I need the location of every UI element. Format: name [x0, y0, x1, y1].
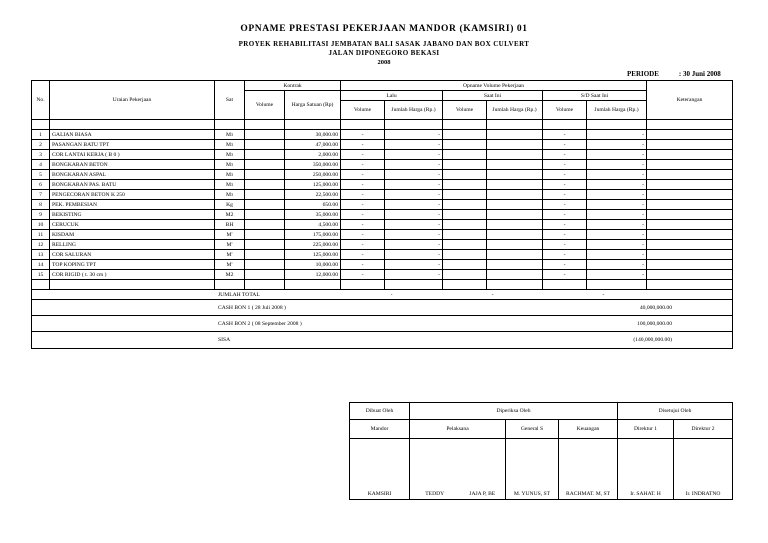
col-harga-satuan: Harga Satuan (Rp) — [285, 91, 341, 120]
role-direktur-2: Direktur 2 — [674, 420, 733, 439]
table-row: 14 TOP KOPING TPT M' 10,000.00 - - - - — [32, 260, 733, 270]
table-row: 2 PASANGAN BATU TPT $M^3$ 47,000.00 - - - - — [32, 140, 733, 150]
table-row: 13 COR SALURAN M' 125,000.00 - - - - — [32, 250, 733, 260]
col-lalu-volume: Volume — [341, 101, 385, 120]
header-row-1 — [32, 81, 733, 91]
col-saat-jumlah: Jumlah Harga (Rp.) — [487, 101, 543, 120]
col-uraian: Uraian Pekerjaan — [50, 81, 215, 120]
sig-name-row — [350, 489, 733, 500]
name-yunus: M. YUNUS, ST — [506, 489, 559, 500]
report-year: 2008 — [377, 59, 391, 66]
project-location: JALAN DIPONEGORO BEKASI — [328, 49, 440, 57]
name-kamsiri: KAMSIRI — [350, 489, 410, 500]
spacer-row — [32, 280, 733, 290]
name-teddy: TEDDY — [410, 489, 460, 500]
name-rachmat: RACHMAT. M, ST — [559, 489, 618, 500]
table-row: 15 COR RIGID ( t. 30 cm ) M2 12,000.00 - - - - — [32, 270, 733, 280]
sig-space-row — [350, 439, 733, 490]
cash-bon-2-row — [32, 316, 733, 332]
role-general-s: General S — [506, 420, 559, 439]
col-no: No. — [32, 81, 50, 120]
jumlah-total-label: JUMLAH TOTAL — [32, 290, 341, 300]
cash-bon-1-label: CASH BON 1 ( 28 Juli 2008 ) — [32, 300, 543, 316]
periode-label: PERIODE — [627, 70, 659, 78]
role-mandor: Mandor — [350, 420, 410, 439]
table-row: 1 GALIAN BIASA $M^3$ 30,000.00 - - - - — [32, 130, 733, 140]
col-sd-jumlah: Jumlah Harga (Rp.) — [587, 101, 647, 120]
table-row: 4 BONGKARAN BETON $M^3$ 350,000.00 - - - - — [32, 160, 733, 170]
diperiksa-oleh: Diperiksa Oleh — [410, 403, 618, 420]
table-row: 12 RELLING M' 225,000.00 - - - - — [32, 240, 733, 250]
periode-value: : 30 Juni 2008 — [678, 70, 721, 78]
sisa-label: SISA — [32, 332, 543, 349]
col-kontrak-volume: Volume — [245, 91, 285, 120]
spacer-row — [32, 120, 733, 130]
table-row: 6 BONGKARAN PAS. BATU $M^3$ 125,000.00 - - - - — [32, 180, 733, 190]
report-title: OPNAME PRESTASI PEKERJAAN MANDOR (KAMSIRI) 01 — [240, 24, 528, 34]
role-direktur-1: Direktur 1 — [618, 420, 674, 439]
table-row: 8 PEK. PEMBESIAN Kg 650.00 - - - - — [32, 200, 733, 210]
table-row: 7 PENGECORAN BETON K 250 $M^3$ 22,500.00 - - - - — [32, 190, 733, 200]
sig-role-row — [350, 420, 733, 439]
role-keuangan: Keuangan — [559, 420, 618, 439]
table-row: 10 CERUCUK BH 4,500.00 - - - - — [32, 220, 733, 230]
cash-bon-1-row — [32, 300, 733, 316]
sig-group-row — [350, 403, 733, 420]
sisa-row — [32, 332, 733, 349]
col-lalu: Lalu — [341, 91, 443, 101]
total-row: JUMLAH TOTAL - - - — [32, 290, 733, 300]
dibuat-oleh: Dibuat Oleh — [350, 403, 410, 420]
col-lalu-jumlah: Jumlah Harga (Rp.) — [385, 101, 443, 120]
project-name: PROYEK REHABILITASI JEMBATAN BALI SASAK JABANO DAN BOX CULVERT — [238, 40, 530, 48]
table-row: 3 COR LANTAI KERJA ( B 0 ) $M^3$ 2,000.00 - - - - — [32, 150, 733, 160]
col-saat-ini: Saat Ini — [443, 91, 543, 101]
table-row: 11 KISDAM M' 175,000.00 - - - - — [32, 230, 733, 240]
role-pelaksana: Pelaksana — [410, 420, 506, 439]
table-row: 5 BONGKARAN ASPAL $M^3$ 250,000.00 - - - - — [32, 170, 733, 180]
col-sd-volume: Volume — [543, 101, 587, 120]
opname-table — [31, 80, 733, 349]
disetujui-oleh: Disetujui Oleh — [618, 403, 733, 420]
cash-bon-2-label: CASH BON 2 ( 08 September 2008 ) — [32, 316, 543, 332]
name-indratno: Ir. INDRATNO — [674, 489, 733, 500]
col-sat: Sat — [215, 81, 245, 120]
periode — [627, 70, 721, 78]
name-jaja: JAJA P, BE — [460, 489, 506, 500]
name-sahat: Ir. SAHAT. H — [618, 489, 674, 500]
cash-bon-1-value: 40,000,000.00 — [543, 300, 733, 316]
col-keterangan: Keterangan — [647, 81, 733, 120]
col-sd-saat-ini: S/D Saat Ini — [543, 91, 647, 101]
col-opname: Opname Volume Pekerjaan — [341, 81, 647, 91]
sisa-value: (140,000,000.00) — [543, 332, 733, 349]
cash-bon-2-value: 100,000,000.00 — [543, 316, 733, 332]
col-saat-volume: Volume — [443, 101, 487, 120]
signature-table — [349, 402, 733, 500]
col-kontrak: Kontrak — [245, 81, 341, 91]
table-row: 9 BEKISTING M2 35,000.00 - - - - — [32, 210, 733, 220]
